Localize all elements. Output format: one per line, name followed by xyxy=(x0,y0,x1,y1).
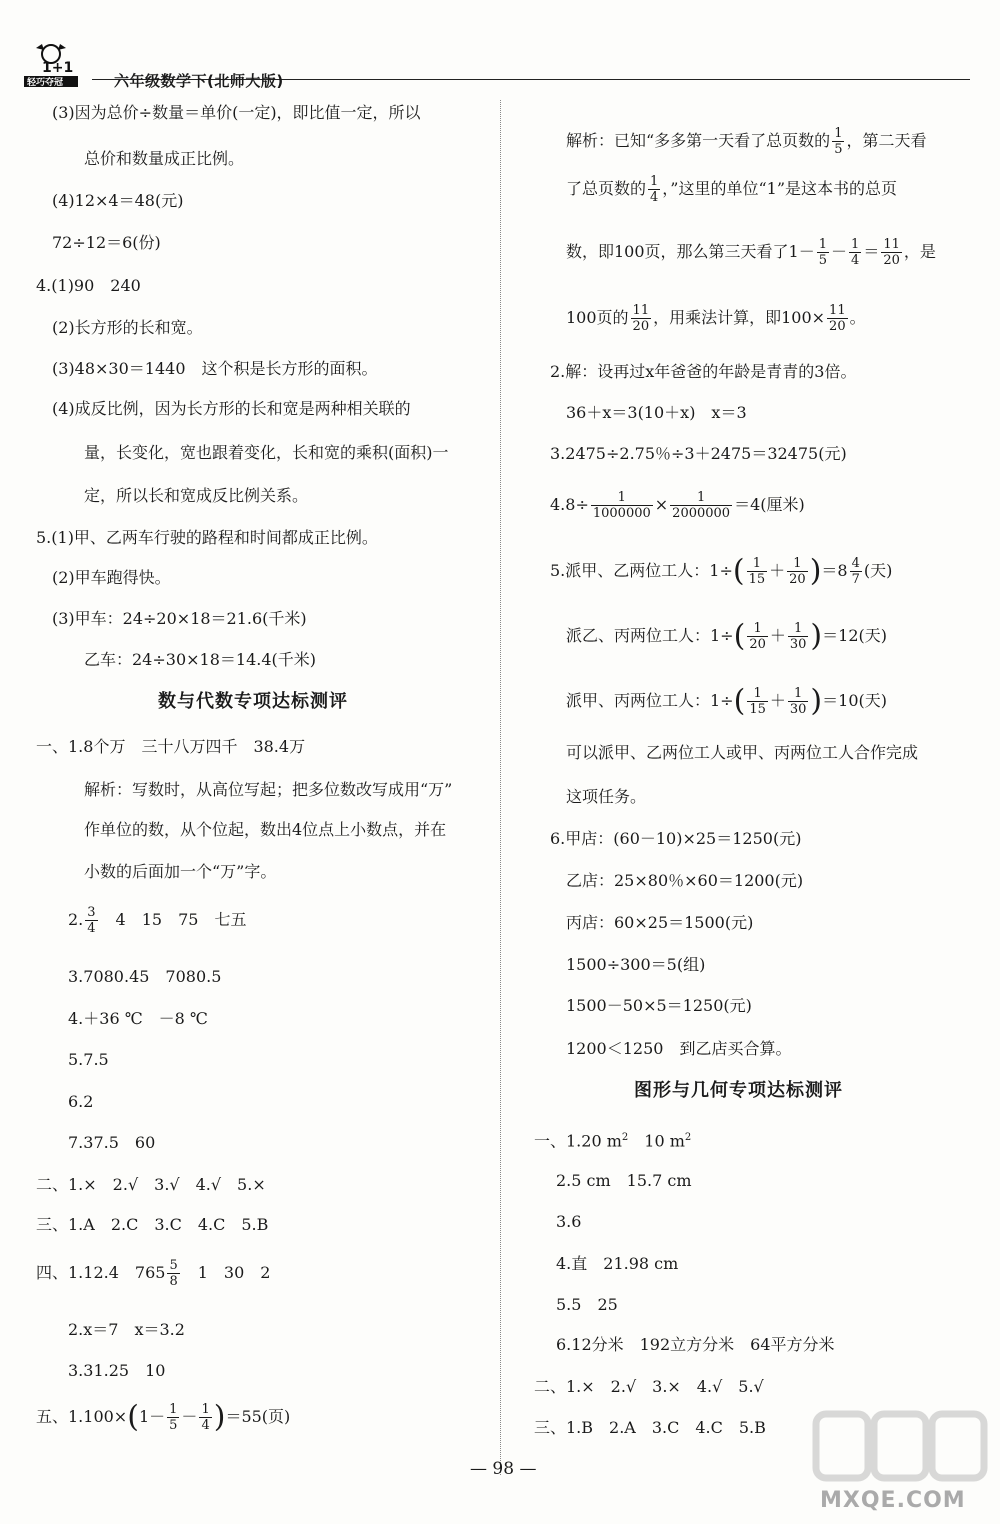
section-title-algebra: 数与代数专项达标测评 xyxy=(158,691,348,712)
text-line: 5.(1)甲、乙两车行驶的路程和时间都成正比例。 xyxy=(36,528,378,547)
text-line: 2.5 cm 15.7 cm xyxy=(556,1171,692,1190)
text-line: 乙车：24÷30×18＝14.4(千米) xyxy=(84,650,317,669)
text-line: 3.2475÷2.75％÷3＋2475＝32475(元) xyxy=(550,444,847,463)
text-line: 4.(1)90 240 xyxy=(36,276,141,295)
text-line: (2)甲车跑得快。 xyxy=(52,568,171,587)
text-line: 可以派甲、乙两位工人或甲、丙两位工人合作完成 xyxy=(566,743,919,762)
text-line: 4.8÷ $\frac{1}{1000000}$ × $\frac{1}{2000000}$ ＝4(厘米) xyxy=(550,490,805,521)
text-line: 乙店：25×80％×60＝1200(元) xyxy=(566,871,804,890)
fraction: $\frac{1}{1000000}$ xyxy=(592,490,651,521)
text-line: 二、1.× 2.√ 3.× 4.√ 5.√ xyxy=(534,1377,764,1396)
svg-text:1+1: 1+1 xyxy=(42,60,74,76)
fraction: $\frac{1}{20}$ xyxy=(749,621,766,652)
text-line: 5.5 25 xyxy=(556,1295,618,1314)
text-line: 3.6 xyxy=(556,1212,582,1231)
text-line: 二、1.× 2.√ 3.√ 4.√ 5.× xyxy=(36,1175,266,1194)
answer-text: ＝55(页) xyxy=(225,1407,291,1426)
text-line: 5.7.5 xyxy=(68,1050,109,1069)
text-line: 36＋x＝3(10＋x) x＝3 xyxy=(566,403,747,422)
text-line: 3.7080.45 7080.5 xyxy=(68,967,222,986)
fraction: $\frac{1}{5}$ xyxy=(169,1402,178,1433)
text-line: 2.解：设再过x年爸爸的年龄是青青的3倍。 xyxy=(550,362,857,381)
text-line: (3)甲车：24÷20×18＝21.6(千米) xyxy=(52,609,307,628)
text-line: 五、1.100×(1－ $\frac{1}{5}$ － $\frac{1}{4}$ )＝55(页) xyxy=(36,1399,291,1435)
text-line: 6.12分米 192立方分米 64平方分米 xyxy=(556,1335,835,1354)
text-line: 72÷12＝6(份) xyxy=(52,233,161,252)
text-line: 派乙、丙两位工人：1÷( $\frac{1}{20}$ ＋ $\frac{1}{30}$ )＝12(天) xyxy=(566,618,887,654)
fraction: $\frac{1}{15}$ xyxy=(749,686,766,717)
text-line xyxy=(68,905,246,936)
text-line: 这项任务。 xyxy=(566,787,647,806)
text-line: 3.31.25 10 xyxy=(68,1361,166,1380)
text-line: (3)48×30＝1440 这个积是长方形的面积。 xyxy=(52,359,378,378)
answer-text: 4 15 75 七五 xyxy=(99,910,247,929)
fraction: $\frac{1}{4}$ xyxy=(201,1402,210,1433)
fraction: $\frac{1}{15}$ xyxy=(748,556,766,587)
page-header xyxy=(22,42,970,90)
text-line: 7.37.5 60 xyxy=(68,1133,156,1152)
item-number: 2. xyxy=(68,910,84,929)
fraction: $\frac{11}{20}$ xyxy=(632,303,650,334)
text-line xyxy=(36,1258,270,1289)
fraction: $\frac{1}{30}$ xyxy=(789,686,807,717)
column-divider xyxy=(500,100,501,1475)
text-line: 1200＜1250 到乙店买合算。 xyxy=(566,1039,792,1058)
text-line: 量，长变化，宽也跟着变化，长和宽的乘积(面积)一 xyxy=(84,443,449,462)
text-line: 解析：写数时，从高位写起；把多位数改写成用“万” xyxy=(84,780,453,799)
text-line: 定，所以长和宽成反比例关系。 xyxy=(84,486,309,505)
text-line: 6.甲店：(60－10)×25＝1250(元) xyxy=(550,829,802,848)
brand-logo-icon xyxy=(22,42,80,88)
text-line: 丙店：60×25＝1500(元) xyxy=(566,913,754,932)
text-line: 4.直 21.98 cm xyxy=(556,1254,679,1273)
text-line: 派甲、丙两位工人：1÷( $\frac{1}{15}$ ＋ $\frac{1}{30}$ )＝10(天) xyxy=(566,683,887,719)
answer-text: 四、1.12.4 765 xyxy=(36,1263,166,1282)
fraction: $\frac{1}{20}$ xyxy=(789,556,806,587)
text-line: 100页的 $\frac{11}{20}$ ，用乘法计算，即100× $\frac{11}{20}$ 。 xyxy=(566,303,866,334)
text-line: 小数的后面加一个“万”字。 xyxy=(84,862,277,881)
fraction: $\frac{1}{30}$ xyxy=(789,621,807,652)
page-number: — 98 — xyxy=(470,1459,537,1479)
text-line: 1500－50×5＝1250(元) xyxy=(566,996,752,1015)
text-line: (4)成反比例，因为长方形的长和宽是两种相关联的 xyxy=(52,399,411,418)
fraction: $\frac{1}{2000000}$ xyxy=(672,490,731,521)
text-line: (4)12×4＝48(元) xyxy=(52,191,184,210)
text-line: 作单位的数，从个位起，数出4位点上小数点，并在 xyxy=(84,820,447,839)
text-line: 了总页数的 $\frac{1}{4}$ ，”这里的单位“1”是这本书的总页 xyxy=(566,174,898,205)
text-line: 4.＋36 ℃ －8 ℃ xyxy=(68,1009,208,1028)
text-line: 2.x＝7 x＝3.2 xyxy=(68,1320,185,1339)
text-line: 6.2 xyxy=(68,1092,94,1111)
fraction: $\frac{1}{4}$ xyxy=(851,237,860,268)
section-title-geometry: 图形与几何专项达标测评 xyxy=(634,1080,843,1101)
text-line: 一、1.8个万 三十八万四千 38.4万 xyxy=(36,737,306,756)
answer-text: 五、1.100× xyxy=(36,1407,128,1426)
text-line: (3)因为总价÷数量＝单价(一定)，即比值一定，所以 xyxy=(52,103,421,122)
book-title: 六年级数学下(北师大版) xyxy=(114,72,284,90)
fraction: $\frac{4}{7}$ xyxy=(851,556,860,587)
text-line: 解析：已知“多多第一天看了总页数的 $\frac{1}{5}$ ，第二天看 xyxy=(566,126,927,157)
fraction: $\frac{1}{5}$ xyxy=(834,126,843,157)
text-line: 数，即100页，那么第三天看了1－ $\frac{1}{5}$ － $\frac{1}{4}$ ＝ $\frac{11}{20}$ ，是 xyxy=(566,237,936,268)
fraction: $\frac{11}{20}$ xyxy=(829,303,846,334)
watermark-text: MXQE.COM xyxy=(820,1488,966,1513)
fraction: $\frac{1}{5}$ xyxy=(818,237,828,268)
text-line: 5.派甲、乙两位工人：1÷( $\frac{1}{15}$ ＋ $\frac{1}{20}$ )＝8 $\frac{4}{7}$ (天) xyxy=(550,553,893,589)
fraction: $\frac{11}{20}$ xyxy=(883,237,900,268)
text-line: 总价和数量成正比例。 xyxy=(84,149,245,168)
svg-text:轻巧夺冠: 轻巧夺冠 xyxy=(27,78,64,88)
text-line: 一、1.20 $m^2$ 10 $m^2$ xyxy=(534,1131,692,1151)
text-line: 三、1.B 2.A 3.C 4.C 5.B xyxy=(534,1418,766,1437)
answer-text: 1 30 2 xyxy=(181,1263,271,1282)
fraction: $\frac{1}{4}$ xyxy=(650,174,659,205)
fraction: $\frac{3}{4}$ xyxy=(87,905,96,936)
fraction: $\frac{5}{8}$ xyxy=(169,1258,178,1289)
text-line: 三、1.A 2.C 3.C 4.C 5.B xyxy=(36,1215,269,1234)
text-line: 1500÷300＝5(组) xyxy=(566,955,706,974)
text-line: (2)长方形的长和宽。 xyxy=(52,318,203,337)
